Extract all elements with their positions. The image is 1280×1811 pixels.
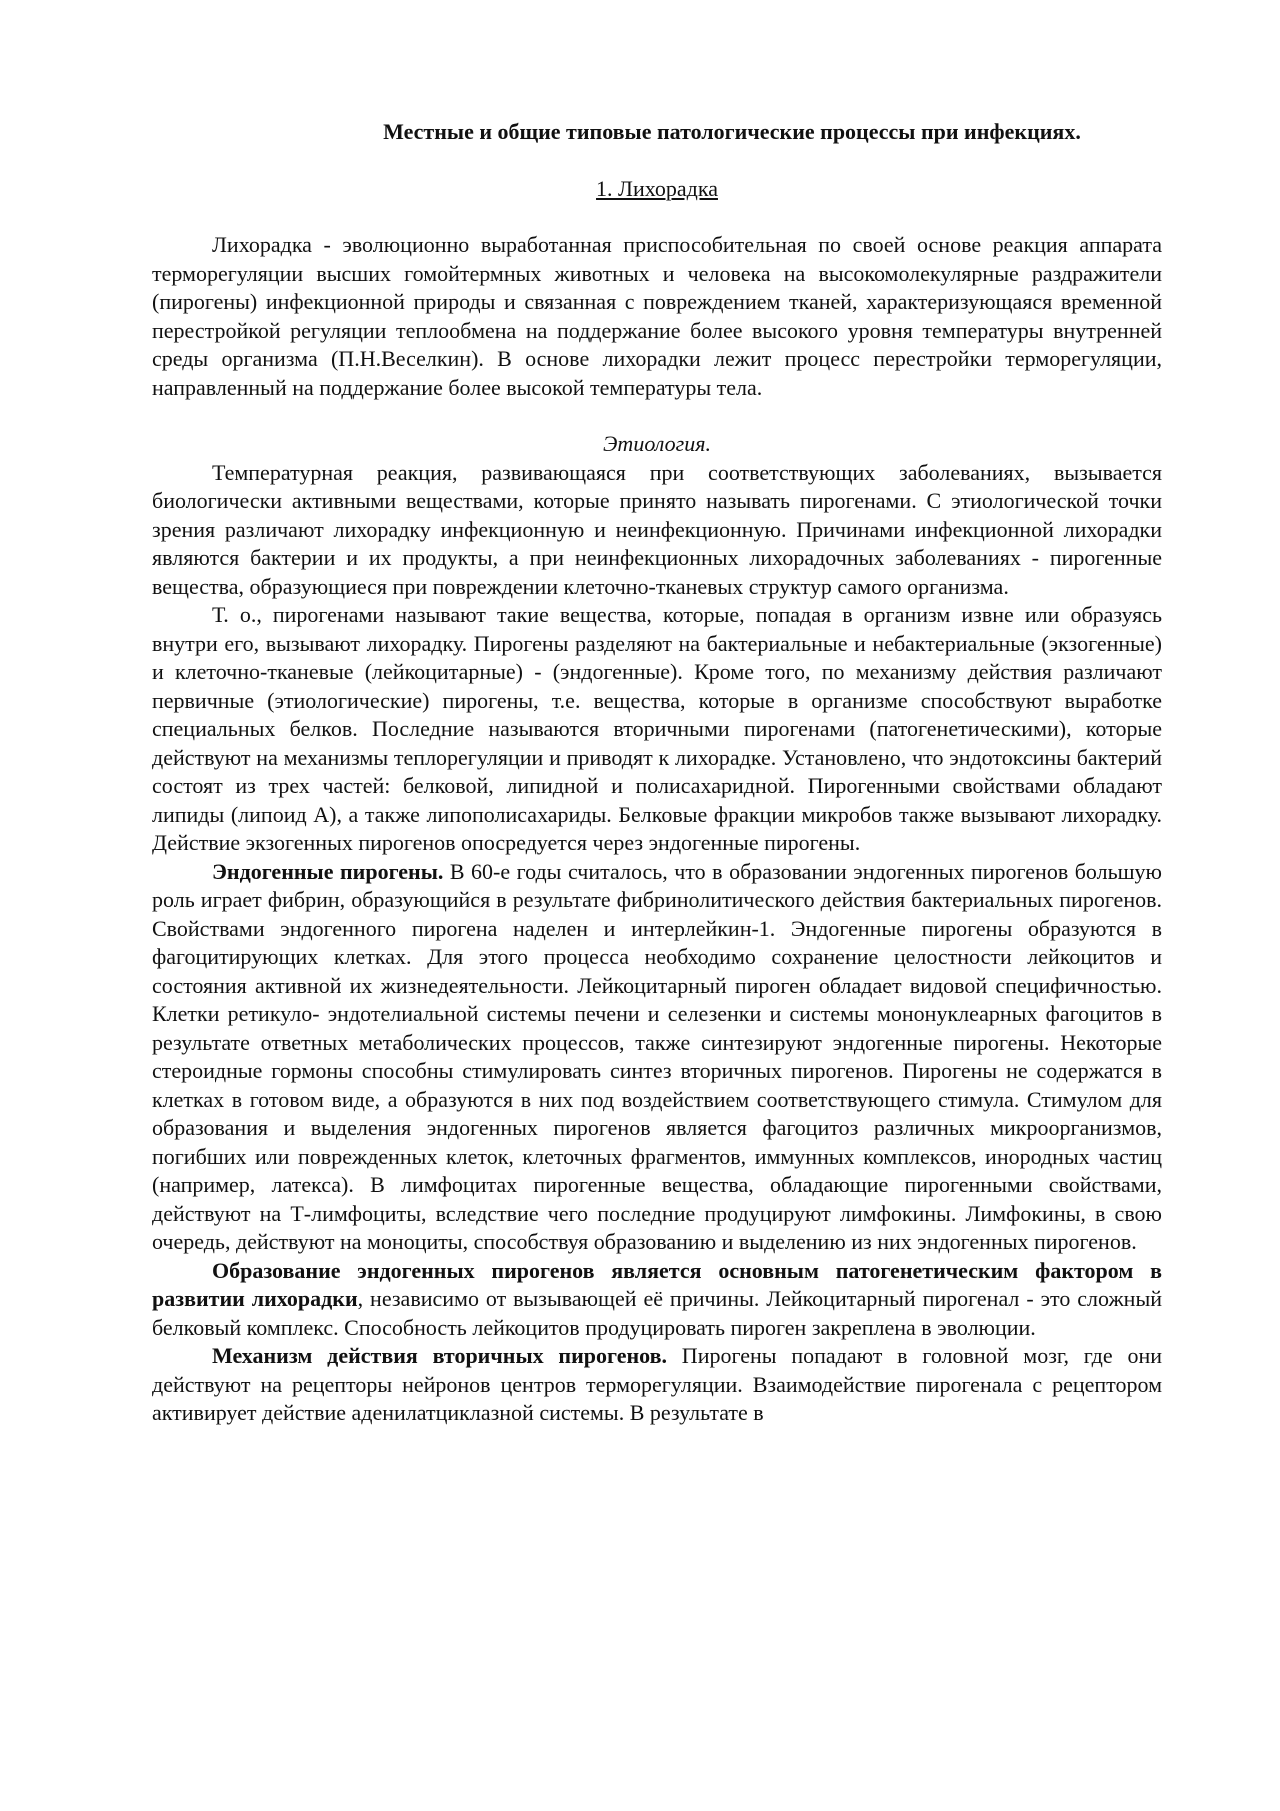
endogenous-paragraph — [152, 858, 1162, 1257]
formation-text: , независимо от вызывающей её причины. Лейкоцитарный пирогенал - это сложный белковый комплекс. Способность лейкоцитов продуцировать пироген закреплена в эволюции. — [152, 1286, 1162, 1340]
formation-paragraph — [152, 1257, 1162, 1343]
mechanism-paragraph — [152, 1342, 1162, 1428]
endogenous-lead: Эндогенные пирогены. — [212, 858, 444, 884]
document-title: Местные и общие типовые патологические процессы при инфекциях. — [383, 119, 1081, 144]
mechanism-text: Пирогены попадают в головной мозг, где они действуют на рецепторы нейронов центров терморегуляции. Взаимодействие пирогенала с рецептором активирует действие аденилатциклазной системы. В результате в — [152, 1343, 1162, 1425]
mechanism-lead: Механизм действия вторичных пирогенов. — [212, 1343, 667, 1368]
intro-paragraph: Лихорадка - эволюционно выработанная приспособительная по своей основе реакция аппарата терморегуляции высших гомойтермных животных и человека на высокомолекулярные раздражители (пирогены) инфекционной природы и связанная с повреждением тканей, характеризующаяся временной перестройкой регуляции теплообмена на поддержание более высокого уровня температуры внутренней среды организма (П.Н.Веселкин). В основе лихорадки лежит процесс перестройки терморегуляции, направленный на поддержание более высокой температуры тела. — [152, 232, 1162, 400]
section-heading-text: 1. Лихорадка — [596, 175, 718, 201]
pyrogens-paragraph: Т. о., пирогенами называют такие вещества, которые, попадая в организм извне или образуясь внутри его, вызывают лихорадку. Пирогены разделяют на бактериальные и небактериальные (экзогенные) и клеточно-тканевые (лейкоцитарные) - (эндогенные). Кроме того, по механизму действия различают первичные (этиологические) пирогены, т.е. вещества, которые в организме способствуют выработке специальных белков. Последние называются вторичными пирогенами (патогенетическими), которые действуют на механизмы теплорегуляции и приводят к лихорадке. Установлено, что эндотоксины бактерий состоят из трех частей: белковой, липидной и полисахаридной. Пирогенными свойствами обладают липиды (липоид А), а также липополисахариды. Белковые фракции микробов также вызывают лихорадку. Действие экзогенных пирогенов опосредуется через эндогенные пирогены. — [152, 602, 1162, 855]
section-heading — [152, 175, 1162, 204]
formation-lead: Образование эндогенных пирогенов является основным патогенетическим фактором в развитии лихорадки — [152, 1257, 1162, 1311]
endogenous-text: В 60-е годы считалось, что в образовании эндогенных пирогенов большую роль играет фибрин, образующийся в результате фибринолитического действия бактериальных пирогенов. Свойствами эндогенного пирогена наделен и интерлейкин-1. Эндогенные пирогены образуются в фагоцитирующих клетках. Для этого процесса необходимо сохранение целостности лейкоцитов и состояния активной их жизнедеятельности. Лейкоцитарный пироген обладает видовой специфичностью. Клетки ретикуло- эндотелиальной системы печени и селезенки и системы мононуклеарных фагоцитов в результате ответных метаболических процессов, также синтезируют эндогенные пирогены. Некоторые стероидные гормоны способны стимулировать синтез вторичных пирогенов. Пирогены не содержатся в клетках в готовом виде, а образуются в них под воздействием соответствующего стимула. Стимулом для образования и выделения эндогенных пирогенов является фагоцитоз различных микроорганизмов, погибших или поврежденных клеток, клеточных фрагментов, иммунных комплексов, инородных частиц (например, латекса). В лимфоцитах пирогенные вещества, обладающие пирогенными свойствами, действуют на Т-лимфоциты, вследствие чего последние продуцируют лимфокины. Лимфокины, в свою очередь, действуют на моноциты, способствуя образованию и выделению из них эндогенных пирогенов. — [152, 858, 1162, 1254]
etiology-heading: Этиология. — [603, 431, 711, 456]
etiology-paragraph: Температурная реакция, развивающаяся при соответствующих заболеваниях, вызывается биологически активными веществами, которые принято называть пирогенами. С этиологической точки зрения различают лихорадку инфекционную и неинфекционную. Причинами инфекционной лихорадки являются бактерии и их продукты, а при неинфекционных лихорадочных заболеваниях - пирогенные вещества, образующиеся при повреждении клеточно-тканевых структур самого организма. — [152, 459, 1162, 599]
document-body — [152, 118, 1162, 1428]
